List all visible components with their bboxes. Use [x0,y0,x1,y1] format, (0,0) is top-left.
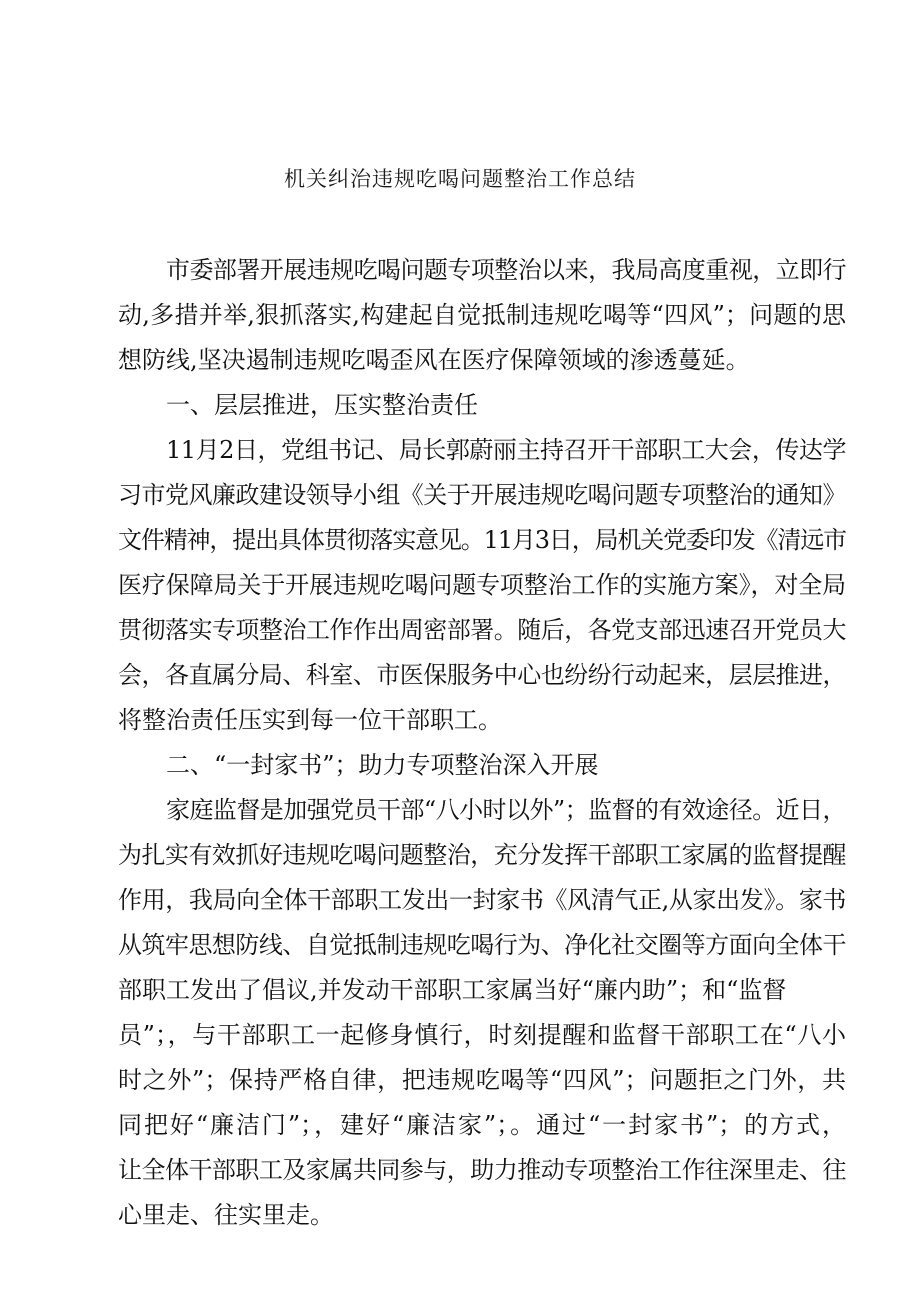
paragraph-line: 医疗保障局关于开展违规吃喝问题专项整治工作的实施方案》，对全局 [118,571,846,599]
paragraph-line: 员”；，与干部职工一起修身慎行，时刻提醒和监督干部职工在“八小 [118,1021,846,1049]
paragraph-line: 从筑牢思想防线、自觉抵制违规吃喝行为、净化社交圈等方面向全体干 [118,931,846,959]
paragraph-line: 同把好“廉洁门”；，建好“廉洁家”；。通过“一封家书”；的方式， [118,1111,846,1139]
paragraph-line: 作用，我局向全体干部职工发出一封家书《风清气正,从家出发》。家书 [118,886,846,914]
section-heading: 二、“一封家书”；助力专项整治深入开展 [166,751,599,779]
section-heading: 一、层层推进，压实整治责任 [166,391,478,419]
paragraph-line: 贯彻落实专项整治工作作出周密部署。随后，各党支部迅速召开党员大 [118,616,846,644]
paragraph-line: 家庭监督是加强党员干部“八小时以外”；监督的有效途径。近日， [166,796,846,824]
paragraph-line: 文件精神，提出具体贯彻落实意见。11月3日，局机关党委印发《清远市 [118,526,846,554]
document-title: 机关纠治违规吃喝问题整治工作总结 [284,167,636,191]
paragraph-line: 11月2日，党组书记、局长郭蔚丽主持召开干部职工大会，传达学 [166,436,846,464]
paragraph-line: 让全体干部职工及家属共同参与，助力推动专项整治工作往深里走、往 [118,1156,846,1184]
paragraph-line: 习市党风廉政建设领导小组《关于开展违规吃喝问题专项整治的通知》 [118,481,846,509]
paragraph-line: 部职工发出了倡议,并发动干部职工家属当好“廉内助”；和“监督 [118,976,787,1004]
paragraph-line: 想防线,坚决遏制违规吃喝歪风在医疗保障领域的渗透蔓延。 [118,346,750,374]
paragraph-line: 市委部署开展违规吃喝问题专项整治以来，我局高度重视，立即行 [166,256,846,284]
paragraph-line: 会，各直属分局、科室、市医保服务中心也纷纷行动起来，层层推进， [118,661,846,689]
paragraph-line: 将整治责任压实到每一位干部职工。 [118,706,502,734]
paragraph-line: 动,多措并举,狠抓落实,构建起自觉抵制违规吃喝等“四风”；问题的思 [118,301,846,329]
document-body [118,248,846,1238]
paragraph-line: 时之外”；保持严格自律，把违规吃喝等“四风”；问题拒之门外，共 [118,1066,846,1094]
paragraph-line: 为扎实有效抓好违规吃喝问题整治，充分发挥干部职工家属的监督提醒 [118,841,846,869]
paragraph-line: 心里走、往实里走。 [118,1201,334,1229]
